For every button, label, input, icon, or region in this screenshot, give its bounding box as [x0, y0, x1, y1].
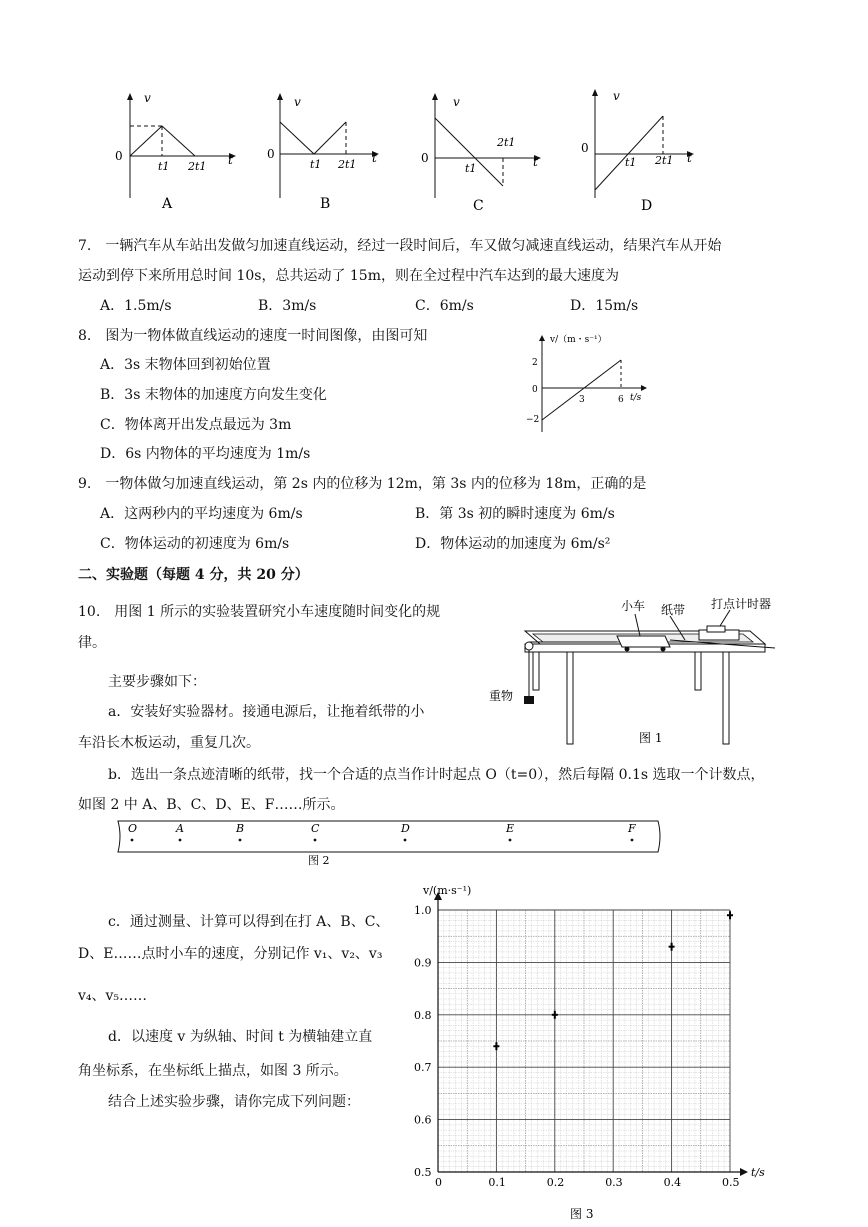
q9-option-d[interactable]: D．物体运动的加速度为 6m/s² [415, 536, 611, 552]
y-tick-label: 0.8 [414, 1008, 432, 1022]
graph-D-v-label: v [613, 89, 620, 103]
q8-vt-graph [520, 330, 660, 440]
q10-steps-heading: 主要步骤如下： [108, 674, 206, 690]
data-point [493, 1042, 499, 1050]
graph-D-t-label: t [687, 151, 692, 165]
tape-dot-D [404, 839, 407, 842]
graph-B-caption: B [320, 196, 331, 212]
q10-step-d-line2: 角坐标系，在坐标纸上描点，如图 3 所示。 [78, 1063, 348, 1079]
q10-step-a-line1: a．安装好实验器材。接通电源后，让拖着纸带的小 [108, 704, 425, 720]
q8-graph-y-zero: 0 [532, 385, 538, 395]
x-tick-label: 0.1 [488, 1176, 506, 1189]
graph-A-origin: 0 [115, 149, 123, 163]
q7-stem-line2: 运动到停下来所用总时间 10s，总共运动了 15m，则在全过程中汽车达到的最大速度为 [78, 268, 619, 284]
data-point [669, 943, 675, 951]
q7-option-a[interactable]: A．1.5m/s [100, 298, 172, 314]
fig1-cart-label: 小车 [621, 599, 646, 613]
figure-2-tape [110, 818, 670, 868]
x-tick-label: 0 [435, 1176, 442, 1189]
tape-dot-F [631, 839, 634, 842]
graph-A [115, 91, 235, 212]
graph-B-origin: 0 [267, 147, 275, 161]
graph-B-t2: 2t1 [338, 158, 357, 171]
x-tick-label: 0.4 [663, 1176, 682, 1189]
q8-graph-y-bottom: −2 [526, 415, 540, 425]
y-tick-label: 0.5 [414, 1166, 432, 1179]
q8-option-b[interactable]: B．3s 末物体的加速度方向发生变化 [100, 387, 327, 403]
tape-dot-O [131, 839, 134, 842]
tape-point-label-A: A [176, 822, 184, 835]
graph-C-t2: 2t1 [497, 136, 516, 149]
q8-graph-x-end: 6 [618, 395, 624, 405]
graph-C-v-label: v [453, 95, 460, 109]
y-tick-label: 1.0 [414, 904, 432, 917]
tape-dot-A [179, 839, 182, 842]
q7-stem-line1: 7. 一辆汽车从车站出发做匀加速直线运动，经过一段时间后，车又做匀减速直线运动，结果汽车从开始 [78, 238, 722, 254]
graph-C-t1: t1 [465, 162, 477, 175]
q7-option-c[interactable]: C．6m/s [415, 298, 474, 314]
graph-C-t-label: t [533, 155, 538, 169]
q8-graph-ylabel: v/（m・s⁻¹） [550, 335, 607, 345]
chart-caption: 图 3 [570, 1207, 594, 1221]
chart-xlabel: t/s [751, 1166, 765, 1179]
q10-step-b-line2: 如图 2 中 A、B、C、D、E、F……所示。 [78, 797, 345, 813]
q8-stem: 8. 图为一物体做直线运动的速度一时间图像，由图可知 [78, 328, 428, 344]
y-tick-label: 0.9 [414, 956, 432, 970]
graph-B-t-label: t [372, 151, 377, 165]
y-tick-label: 0.6 [414, 1113, 432, 1127]
q10-step-a-line2: 车沿长木板运动，重复几次。 [78, 735, 260, 751]
q8-graph-x-mid: 3 [579, 395, 585, 405]
tape-point-label-C: C [311, 822, 320, 835]
figure-3-chart [405, 880, 785, 1225]
graph-C [421, 94, 540, 213]
fig1-caption: 图 1 [639, 731, 663, 745]
tape-dot-C [314, 839, 317, 842]
chart-ylabel: v/(m·s⁻¹) [423, 884, 472, 897]
q9-option-a[interactable]: A．这两秒内的平均速度为 6m/s [100, 506, 303, 522]
data-point [727, 911, 733, 919]
fig1-timer-label: 打点计时器 [711, 597, 772, 611]
graph-D-origin: 0 [581, 141, 589, 155]
graph-B [267, 94, 378, 212]
tape-dot-B [239, 839, 242, 842]
q6-option-graphs [110, 88, 750, 213]
data-point [552, 1011, 558, 1019]
graph-D-t2: 2t1 [655, 154, 674, 167]
graph-A-v-label: v [144, 91, 151, 105]
graph-D [581, 89, 693, 213]
fig2-caption: 图 2 [308, 854, 330, 867]
y-tick-label: 0.7 [414, 1061, 432, 1075]
q10-step-c-line2: D、E……点时小车的速度，分别记作 v₁、v₂、v₃ [78, 946, 383, 962]
graph-B-t1: t1 [310, 158, 322, 171]
q8-option-c[interactable]: C．物体离开出发点最远为 3m [100, 417, 292, 433]
tape-point-label-O: O [128, 822, 138, 835]
q10-stem-line2: 律。 [78, 635, 106, 651]
tape-point-label-E: E [506, 822, 515, 835]
q10-step-d-line1: d．以速度 v 为纵轴、时间 t 为横轴建立直 [108, 1029, 373, 1045]
graph-B-v-label: v [294, 95, 301, 109]
graph-D-caption: D [641, 198, 653, 213]
x-tick-label: 0.3 [605, 1176, 623, 1189]
graph-C-origin: 0 [421, 151, 429, 165]
q10-step-c-line1: c．通过测量、计算可以得到在打 A、B、C、 [108, 914, 390, 930]
q10-stem-line1: 10. 用图 1 所示的实验装置研究小车速度随时间变化的规 [78, 604, 441, 620]
q8-graph-y-top: 2 [532, 358, 538, 368]
tape-point-label-D: D [401, 822, 410, 835]
section-heading-experiment: 二、实验题（每题 4 分，共 20 分） [78, 567, 309, 583]
q7-option-d[interactable]: D．15m/s [570, 298, 639, 314]
x-tick-label: 0.5 [722, 1176, 740, 1189]
q8-option-a[interactable]: A．3s 末物体回到初始位置 [100, 357, 271, 373]
figure-1-apparatus [485, 596, 785, 746]
graph-A-caption: A [162, 196, 173, 212]
graph-A-t2: 2t1 [188, 160, 207, 173]
q7-option-b[interactable]: B．3m/s [258, 298, 317, 314]
chart-grid [438, 910, 730, 1172]
q9-option-c[interactable]: C．物体运动的初速度为 6m/s [100, 536, 290, 552]
q10-task-intro: 结合上述实验步骤，请你完成下列问题： [108, 1094, 360, 1110]
x-tick-label: 0.2 [546, 1176, 565, 1189]
tape-dot-E [509, 839, 512, 842]
graph-C-caption: C [473, 198, 484, 213]
fig1-tape-label: 纸带 [661, 603, 686, 617]
q9-stem: 9. 一物体做匀加速直线运动，第 2s 内的位移为 12m，第 3s 内的位移为 18m，正确的是 [78, 476, 647, 492]
q8-graph-xlabel: t/s [630, 393, 642, 403]
graph-D-t1: t1 [625, 156, 637, 169]
tape-point-label-F: F [628, 822, 636, 835]
tape-point-label-B: B [236, 822, 245, 835]
fig1-weight-label: 重物 [489, 689, 514, 703]
graph-A-t-label: t [228, 153, 233, 167]
graph-A-t1: t1 [158, 160, 170, 173]
q8-option-d[interactable]: D．6s 内物体的平均速度为 1m/s [100, 446, 311, 462]
q10-step-b-line1: b．选出一条点迹清晰的纸带，找一个合适的点当作计时起点 O（t=0），然后每隔 0.1s 选取一个计数点， [108, 767, 765, 783]
q10-step-c-line3: v₄、v₅…… [78, 988, 148, 1004]
q9-option-b[interactable]: B．第 3s 初的瞬时速度为 6m/s [415, 506, 615, 522]
chart-x-arrow [740, 1168, 748, 1176]
